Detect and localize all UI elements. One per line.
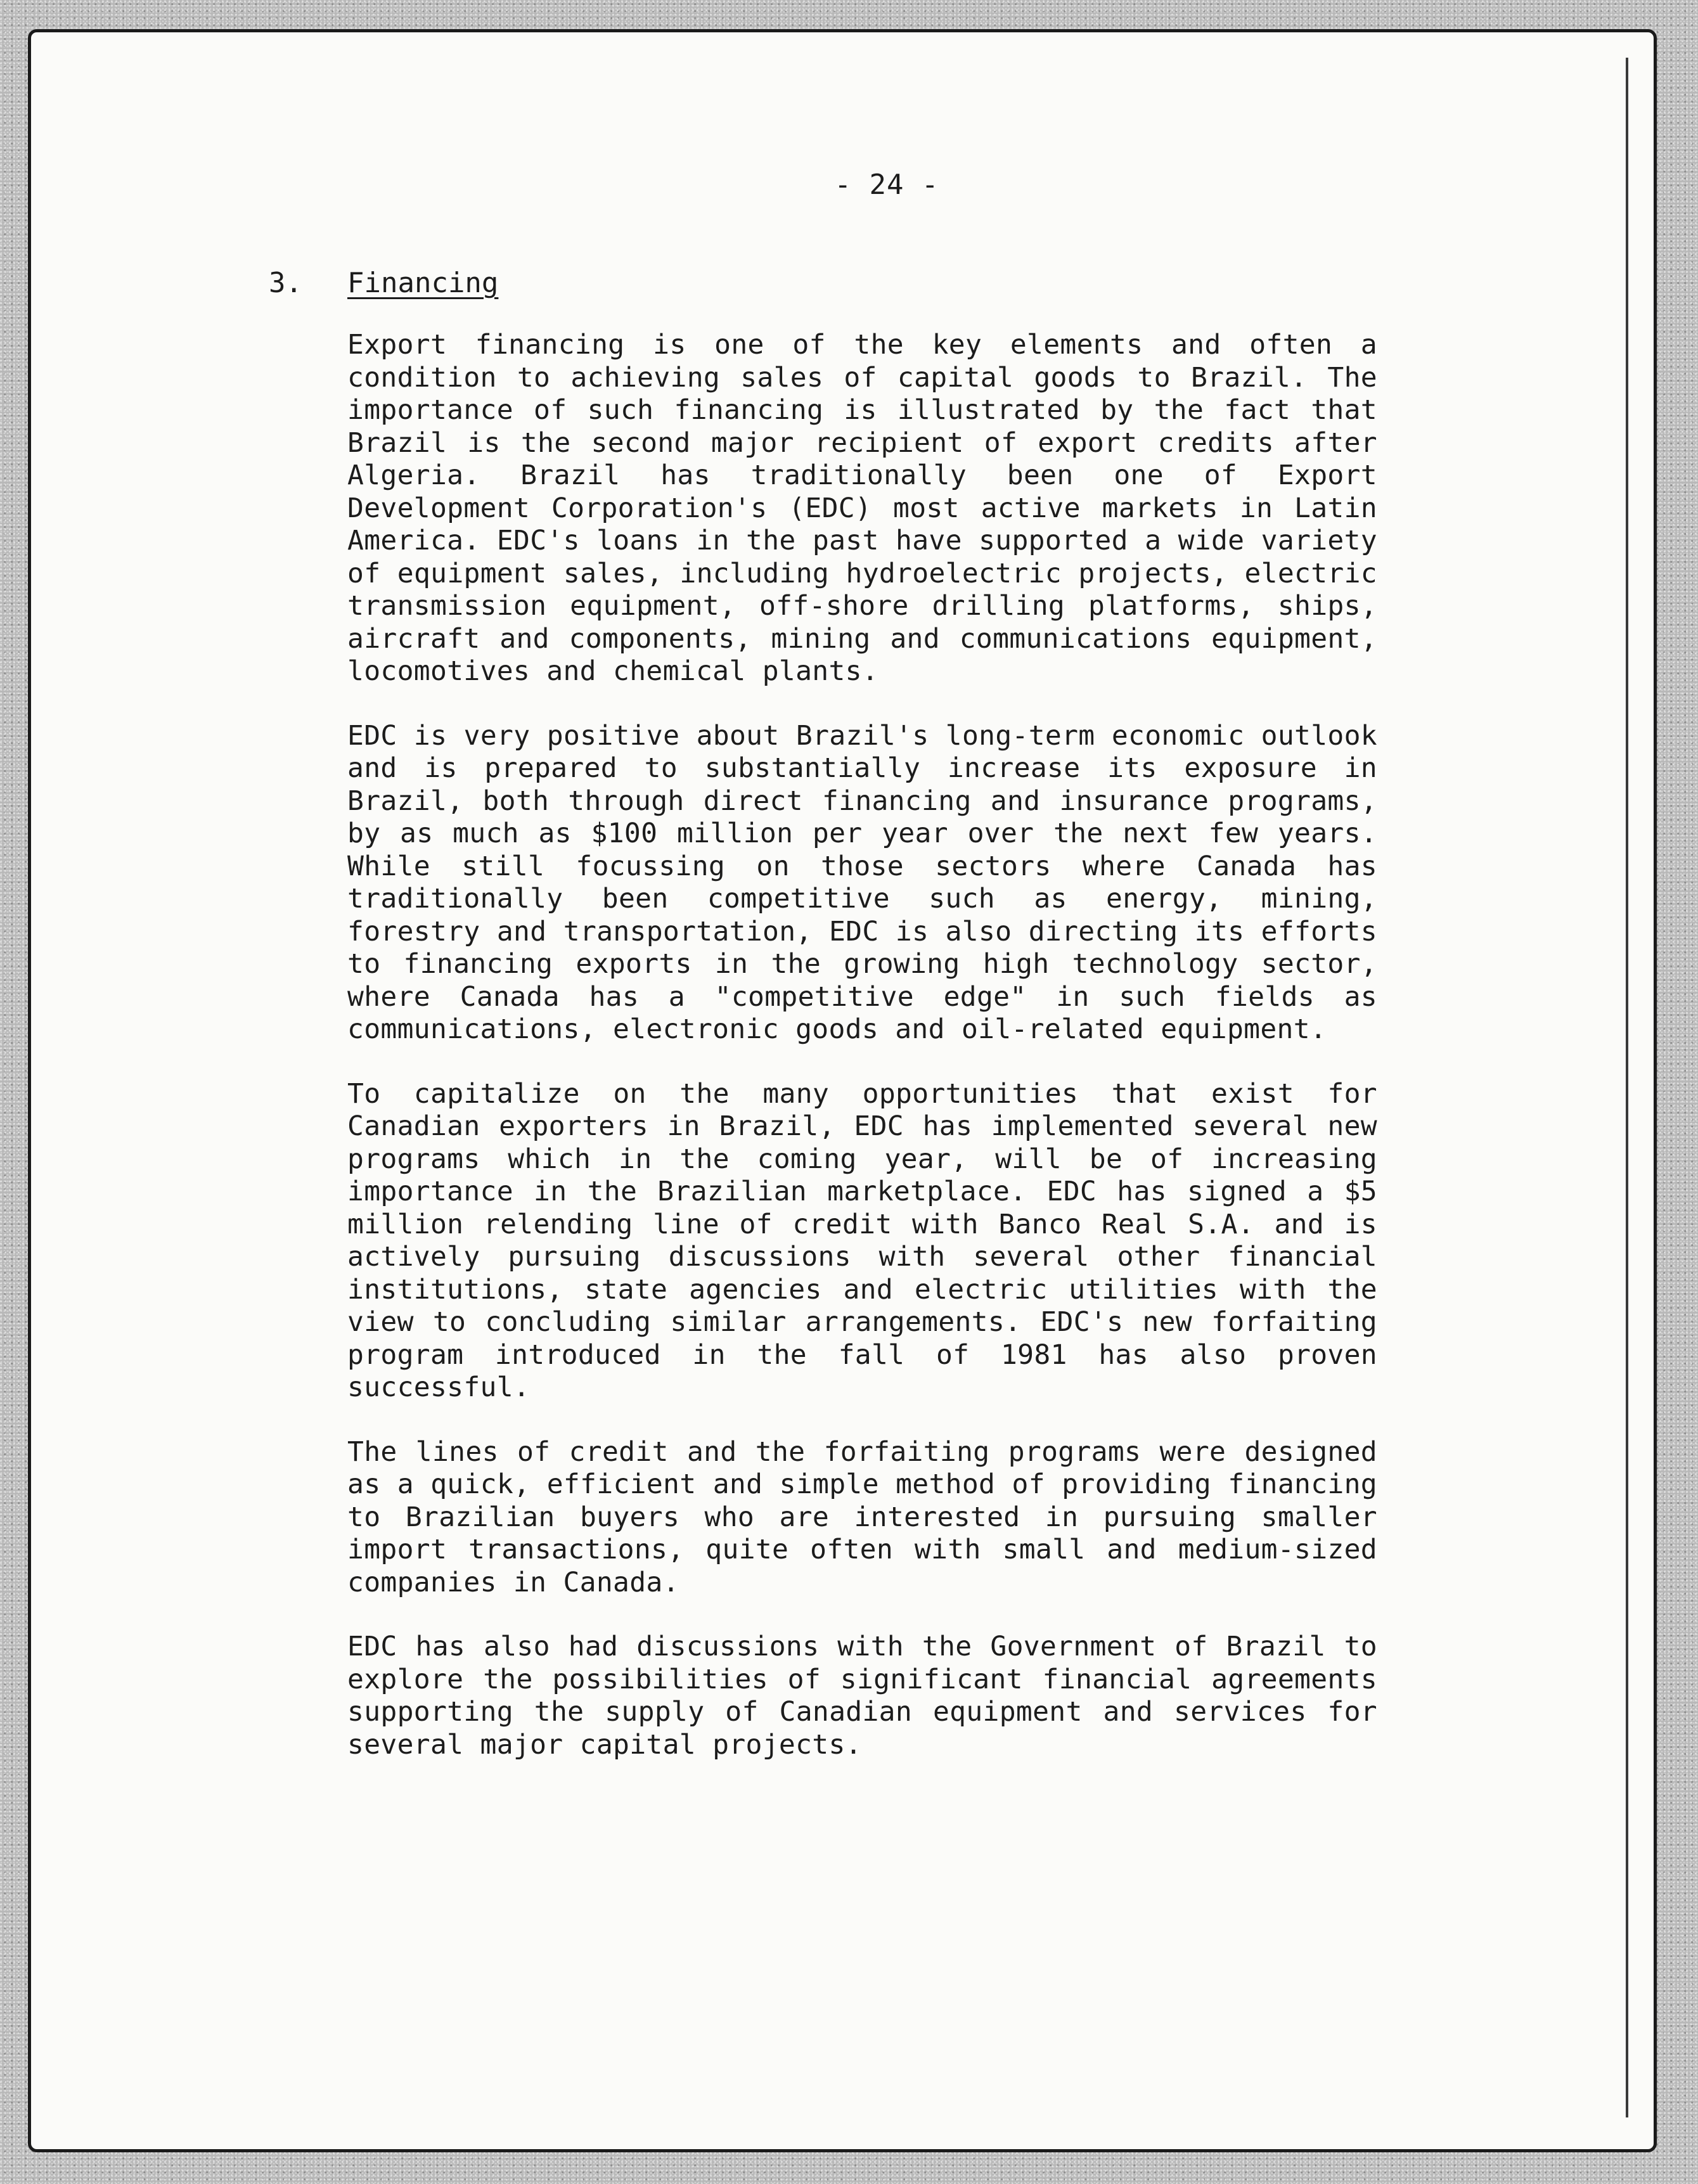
section-heading [269,267,1410,305]
page-number: - 24 - [834,169,939,201]
paragraph-government-discussions: EDC has also had discussions with the Government of Brazil to explore the possibilities of significant financial agreements supporting the supply of Canadian equipment and services for several major capital projects. [347,1631,1377,1761]
paragraph-lines-of-credit: The lines of credit and the forfaiting programs were designed as a quick, efficient and simple method of providing financing to Brazilian buyers who are interested in pursuing smaller import transactions, quite often with small and medium-sized companies in Canada. [347,1436,1377,1598]
section-number: 3. [269,267,302,299]
paragraph-edc-outlook: EDC is very positive about Brazil's long-term economic outlook and is prepared to substantially increase its exposure in Brazil, both through direct financing and insurance programs, by as much as $100 million per year over the next few years. While still focussing on those sectors where Canada has traditionally been competitive such as energy, mining, forestry and transportation, EDC is also directing its efforts to financing exports in the growing high technology sector, where Canada has a "competitive edge" in such fields as communications, electronic goods and oil-related equipment. [347,719,1377,1045]
financing-section [269,267,1410,1793]
section-title: Financing [347,267,499,299]
section-body [347,329,1377,1761]
document-page [28,29,1657,2152]
paragraph-export-financing: Export financing is one of the key elements and often a condition to achieving sales of capital goods to Brazil. The importance of such financing is illustrated by the fact that Brazil is the second major recipient of export credits after Algeria. Brazil has traditionally been one of Export Development Corporation's (EDC) most active markets in Latin America. EDC's loans in the past have supported a wide variety of equipment sales, including hydroelectric projects, electric transmission equipment, off-shore drilling platforms, ships, aircraft and components, mining and communications equipment, locomotives and chemical plants. [347,329,1377,687]
paragraph-new-programs: To capitalize on the many opportunities that exist for Canadian exporters in Brazil, EDC has implemented several new programs which in the coming year, will be of increasing importance in the Brazilian marketplace. EDC has signed a $5 million relending line of credit with Banco Real S.A. and is actively pursuing discussions with several other financial institutions, state agencies and electric utilities with the view to concluding similar arrangements. EDC's new forfaiting program introduced in the fall of 1981 has also proven successful. [347,1077,1377,1403]
page-fold-line [1626,58,1628,2117]
